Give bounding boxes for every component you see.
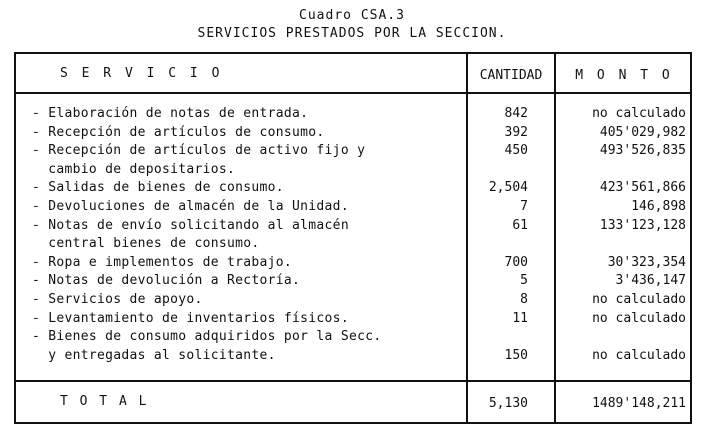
service-cell: - Notas de devolución a Rectoría.	[32, 273, 301, 289]
total-divider	[16, 380, 690, 382]
amount-cell: 493'526,835	[599, 143, 686, 159]
header-monto: M O N T O	[575, 68, 673, 83]
service-cell: - Notas de envío solicitando al almacén	[32, 217, 349, 233]
service-cell: - Levantamiento de inventarios físicos.	[32, 310, 349, 326]
total-cantidad: 5,130	[488, 396, 528, 411]
total-monto: 1489'148,211	[592, 396, 686, 411]
total-label: T O T A L	[60, 394, 149, 409]
quantity-cell: 5	[520, 273, 528, 289]
table-row	[16, 273, 690, 291]
service-cell: central bienes de consumo.	[32, 236, 260, 252]
table-title: SERVICIOS PRESTADOS POR LA SECCION.	[197, 26, 507, 41]
table-caption: Cuadro CSA.3	[299, 8, 405, 23]
table-row	[16, 106, 690, 124]
amount-cell: no calculado	[592, 310, 686, 326]
quantity-cell: 7	[520, 199, 528, 214]
table-row	[16, 218, 690, 236]
table-row	[16, 255, 690, 273]
services-table	[14, 52, 692, 424]
header-cantidad: CANTIDAD	[479, 68, 543, 83]
quantity-cell: 842	[504, 106, 528, 121]
amount-cell: 3'436,147	[615, 273, 686, 289]
service-cell: - Devoluciones de almacén de la Unidad.	[32, 199, 349, 214]
table-row	[16, 329, 690, 347]
amount-cell: 30'323,354	[607, 254, 686, 270]
amount-cell: 146,898	[631, 199, 686, 214]
table-row	[16, 180, 690, 198]
table-row	[16, 199, 690, 217]
service-cell: y entregadas al solicitante.	[32, 347, 276, 363]
table-row	[16, 143, 690, 161]
service-cell: - Recepción de artículos de consumo.	[32, 124, 325, 140]
service-cell: - Bienes de consumo adquiridos por la Secc.	[32, 329, 382, 345]
service-cell: - Recepción de artículos de activo fijo y	[32, 143, 366, 159]
quantity-cell: 11	[512, 310, 528, 326]
amount-cell: 133'123,128	[599, 217, 686, 233]
table-row	[16, 125, 690, 143]
table-row	[16, 162, 690, 180]
service-cell: - Elaboración de notas de entrada.	[32, 106, 309, 121]
table-row	[16, 348, 690, 366]
quantity-cell: 150	[504, 347, 528, 363]
header-divider	[16, 92, 690, 94]
table-row	[16, 236, 690, 254]
quantity-cell: 2,504	[488, 180, 528, 196]
table-row	[16, 292, 690, 310]
amount-cell: 405'029,982	[599, 124, 686, 140]
quantity-cell: 700	[504, 254, 528, 270]
service-cell: - Servicios de apoyo.	[32, 292, 203, 307]
quantity-cell: 392	[504, 124, 528, 140]
service-cell: - Ropa e implementos de trabajo.	[32, 254, 293, 270]
quantity-cell: 61	[512, 217, 528, 233]
service-cell: - Salidas de bienes de consumo.	[32, 180, 284, 196]
amount-cell: no calculado	[592, 106, 686, 121]
service-cell: cambio de depositarios.	[32, 161, 236, 177]
quantity-cell: 8	[520, 292, 528, 307]
amount-cell: 423'561,866	[599, 180, 686, 196]
amount-cell: no calculado	[592, 292, 686, 307]
amount-cell: no calculado	[592, 347, 686, 363]
quantity-cell: 450	[504, 143, 528, 159]
header-servicio: S E R V I C I O	[60, 66, 223, 81]
table-row	[16, 311, 690, 329]
